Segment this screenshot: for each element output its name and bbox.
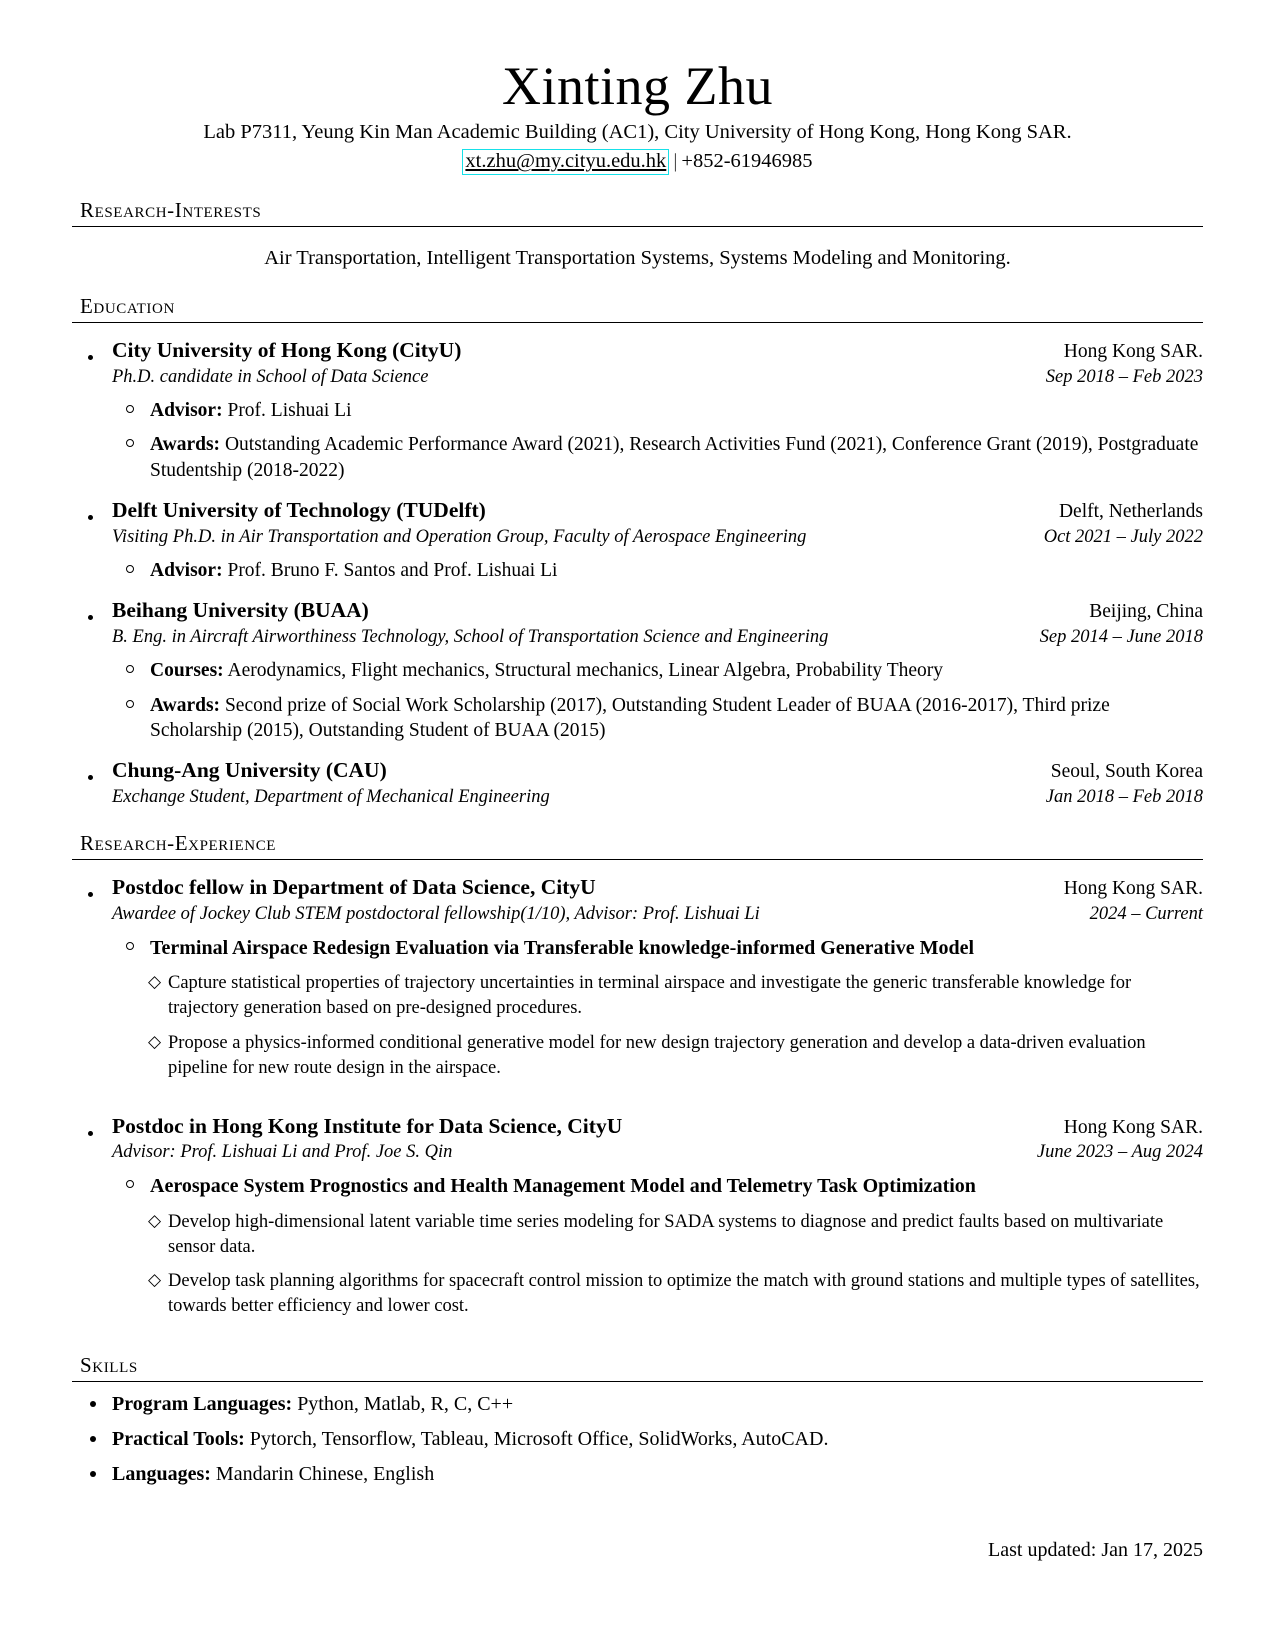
circle-bullet-icon (126, 405, 134, 413)
entry-subheader-row (112, 625, 1203, 649)
diamond-bullet-icon: ◇ (148, 1210, 162, 1230)
section-education (72, 294, 1203, 809)
section-heading-research-experience: Research-Experience (80, 831, 277, 856)
project-title: Aerospace System Prognostics and Health Management Model and Telemetry Task Optimization (150, 1175, 976, 1198)
entry-subheader-row (112, 902, 1203, 926)
disc-bullet-icon (90, 1436, 96, 1442)
detail-label: Advisor: (150, 399, 223, 421)
section-skills (72, 1353, 1203, 1487)
entry-date-range: Sep 2018 – Feb 2023 (1045, 366, 1203, 387)
disc-bullet-icon (88, 515, 93, 520)
detail-label: Advisor: (150, 559, 223, 581)
entry-subheader-row (112, 365, 1203, 389)
position-subtitle: Awardee of Jockey Club STEM postdoctoral fellowship(1/10), Advisor: Prof. Lishuai Li (112, 904, 760, 925)
email-link[interactable]: xt.zhu@my.cityu.edu.hk (462, 149, 669, 175)
diamond-bullet-icon: ◇ (148, 972, 162, 992)
section-divider (72, 859, 1203, 860)
circle-bullet-icon (126, 665, 134, 673)
detail-item (112, 658, 1203, 683)
detail-text: Prof. Bruno F. Santos and Prof. Lishuai Li (227, 559, 558, 581)
project-item (112, 935, 1203, 961)
disc-bullet-icon (88, 1131, 93, 1136)
entry-subheader-row (112, 525, 1203, 549)
institution-name: Beihang University (BUAA) (112, 598, 369, 623)
section-divider (72, 226, 1203, 227)
position-location: Hong Kong SAR. (1063, 1116, 1203, 1138)
section-heading-education: Education (80, 294, 175, 319)
entry-date-range: Oct 2021 – July 2022 (1043, 526, 1203, 547)
degree-title: Visiting Ph.D. in Air Transportation and Operation Group, Faculty of Aerospace Engineering (112, 526, 807, 547)
institution-location: Beijing, China (1089, 601, 1203, 623)
degree-title: B. Eng. in Aircraft Airworthiness Technology, School of Transportation Science and Engineering (112, 627, 829, 648)
position-subtitle: Advisor: Prof. Lishuai Li and Prof. Joe S. Qin (112, 1142, 453, 1163)
skill-label: Program Languages: (112, 1392, 293, 1415)
education-entry (72, 497, 1203, 583)
detail-item (112, 398, 1203, 423)
entry-subheader-row (112, 785, 1203, 809)
project-item (112, 1173, 1203, 1199)
section-research-interests (72, 198, 1203, 272)
project-point (148, 1031, 1203, 1081)
entry-header-row (112, 597, 1203, 624)
degree-title: Exchange Student, Department of Mechanical Engineering (112, 787, 550, 808)
entry-spacer (72, 1081, 1203, 1099)
section-heading-skills: Skills (80, 1352, 138, 1377)
entry-header-row (112, 874, 1203, 901)
experience-entry (72, 1113, 1203, 1319)
institution-name: Chung-Ang University (CAU) (112, 758, 387, 783)
institution-location: Delft, Netherlands (1058, 501, 1203, 522)
contact-line (72, 147, 1203, 176)
detail-text: Prof. Lishuai Li (227, 399, 352, 421)
circle-bullet-icon (126, 942, 134, 950)
research-interests-text: Air Transportation, Intelligent Transportation Systems, Systems Modeling and Monitoring. (264, 247, 1011, 270)
project-point-text: Develop task planning algorithms for spacecraft control mission to optimize the match with ground stations and multiple types of satellites, towards better efficiency and lower cost. (168, 1271, 1200, 1317)
detail-label: Courses: (150, 660, 224, 682)
entry-subheader-row (112, 1140, 1203, 1164)
institution-name: City University of Hong Kong (CityU) (112, 338, 462, 363)
diamond-bullet-icon: ◇ (148, 1031, 162, 1051)
detail-item (112, 558, 1203, 583)
skill-row (72, 1426, 1203, 1452)
detail-item (112, 432, 1203, 483)
position-title: Postdoc in Hong Kong Institute for Data Science, CityU (112, 1113, 623, 1138)
institution-location: Seoul, South Korea (1050, 761, 1203, 783)
skill-row (72, 1391, 1203, 1417)
detail-text: Second prize of Social Work Scholarship (2017), Outstanding Student Leader of BUAA (2016-2017), Third prize Scholarship (2015), Outstanding Student of BUAA (2015) (150, 694, 1110, 741)
project-title: Terminal Airspace Redesign Evaluation via Transferable knowledge-informed Generative Model (150, 937, 975, 960)
detail-label: Awards: (150, 434, 221, 456)
entry-date-range: June 2023 – Aug 2024 (1036, 1142, 1203, 1163)
experience-entry (72, 874, 1203, 1080)
education-entry (72, 597, 1203, 743)
disc-bullet-icon (88, 615, 93, 620)
project-point (148, 971, 1203, 1021)
section-heading-research-interests: Research-Interests (80, 198, 262, 223)
position-location: Hong Kong SAR. (1063, 878, 1203, 900)
skill-value: Pytorch, Tensorflow, Tableau, Microsoft Office, SolidWorks, AutoCAD. (249, 1427, 829, 1450)
education-entry (72, 757, 1203, 809)
project-point (148, 1210, 1203, 1260)
detail-text: Aerodynamics, Flight mechanics, Structural mechanics, Linear Algebra, Probability Theory (227, 660, 944, 682)
circle-bullet-icon (126, 1180, 134, 1188)
detail-item (112, 693, 1203, 744)
skill-row (72, 1461, 1203, 1487)
skill-value: Mandarin Chinese, English (215, 1462, 435, 1485)
project-points (112, 971, 1203, 1080)
circle-bullet-icon (126, 439, 134, 447)
contact-separator: | (673, 150, 678, 173)
disc-bullet-icon (88, 355, 93, 360)
section-divider (72, 1381, 1203, 1382)
page-title: Xinting Zhu (502, 56, 773, 116)
phone-number: +852-61946985 (681, 150, 813, 173)
diamond-bullet-icon: ◇ (148, 1270, 162, 1290)
entry-header-row (112, 497, 1203, 524)
institution-location: Hong Kong SAR. (1063, 341, 1203, 363)
project-point-text: Develop high-dimensional latent variable time series modeling for SADA systems to diagnose and predict faults based on multivariate sensor data. (168, 1211, 1164, 1257)
project-points (112, 1210, 1203, 1319)
section-research-experience (72, 831, 1203, 1319)
disc-bullet-icon (90, 1401, 96, 1407)
project-point (148, 1269, 1203, 1319)
entry-date-range: Jan 2018 – Feb 2018 (1045, 787, 1203, 808)
disc-bullet-icon (88, 892, 93, 897)
disc-bullet-icon (88, 775, 93, 780)
detail-text: Outstanding Academic Performance Award (2021), Research Activities Fund (2021), Conference Grant (2019), Postgraduate Studentship (2018-2022) (150, 434, 1199, 481)
disc-bullet-icon (90, 1471, 96, 1477)
cv-header (72, 58, 1203, 176)
degree-title: Ph.D. candidate in School of Data Science (112, 366, 429, 387)
education-entry (72, 337, 1203, 483)
skill-value: Python, Matlab, R, C, C++ (297, 1392, 514, 1415)
detail-label: Awards: (150, 694, 221, 716)
skill-label: Languages: (112, 1462, 211, 1485)
entry-date-range: 2024 – Current (1089, 904, 1203, 925)
circle-bullet-icon (126, 565, 134, 573)
last-updated-text: Last updated: Jan 17, 2025 (988, 1539, 1203, 1561)
institution-name: Delft University of Technology (TUDelft) (112, 498, 486, 522)
project-point-text: Propose a physics-informed conditional generative model for new design trajectory generation and develop a data-driven evaluation pipeline for new route design in the airspace. (168, 1032, 1146, 1078)
skill-label: Practical Tools: (112, 1427, 245, 1450)
circle-bullet-icon (126, 700, 134, 708)
entry-header-row (112, 337, 1203, 364)
entry-date-range: Sep 2014 – June 2018 (1039, 627, 1203, 648)
position-title: Postdoc fellow in Department of Data Science, CityU (112, 875, 596, 900)
entry-header-row (112, 1113, 1203, 1140)
entry-header-row (112, 757, 1203, 784)
project-point-text: Capture statistical properties of trajectory uncertainties in terminal airspace and investigate the generic transferable knowledge for trajectory generation based on pre-designed procedures. (168, 973, 1132, 1019)
section-divider (72, 322, 1203, 323)
address-line: Lab P7311, Yeung Kin Man Academic Building (AC1), City University of Hong Kong, Hong Kong SAR. (203, 120, 1072, 143)
